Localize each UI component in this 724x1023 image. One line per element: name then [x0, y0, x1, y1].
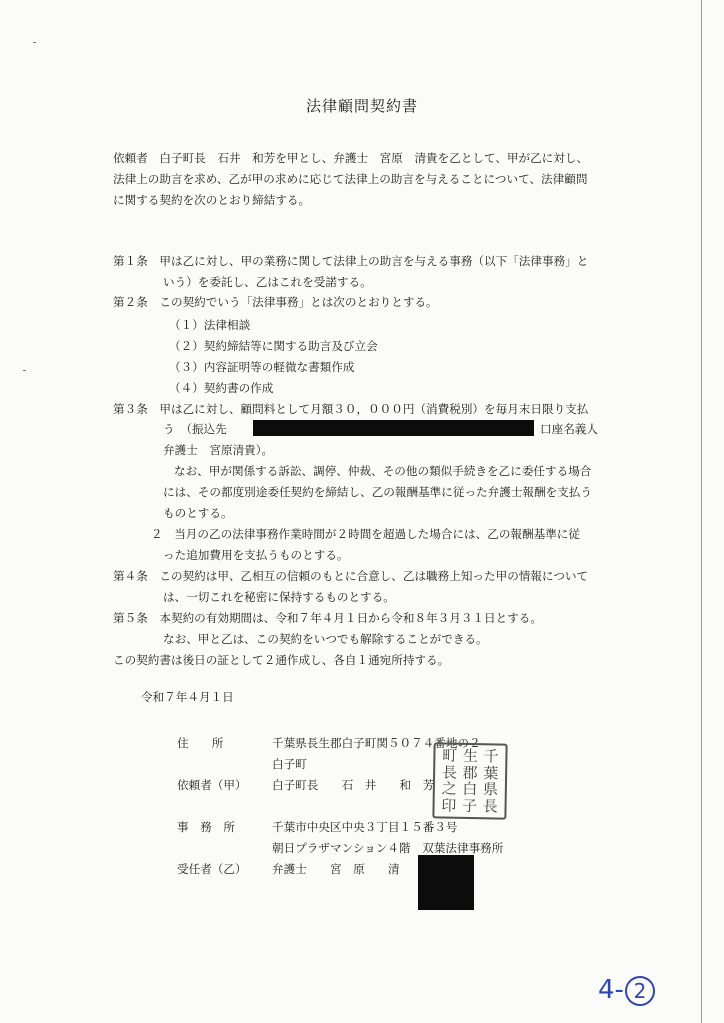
seal-char: 長 — [482, 796, 498, 815]
redacted-bank-account — [253, 420, 534, 436]
client-label: 依頼者（甲） — [177, 778, 247, 792]
address-line-2: 白子町 — [272, 757, 307, 771]
agent-label: 受任者（乙） — [177, 862, 247, 876]
page-edge-line — [701, 0, 702, 1023]
article-3-para-1-line-2: には、その都度別途委任契約を締結し、乙の報酬基準に従った弁護士報酬を支払う — [163, 485, 592, 499]
article-3-transfer-label: う （振込先 — [163, 422, 227, 436]
seal-char: 印 — [441, 796, 457, 815]
article-2-item-4: （４）契約書の作成 — [169, 381, 274, 395]
official-seal — [432, 742, 507, 819]
article-3-para-2-line-2: った追加費用を支払うものとする。 — [163, 548, 349, 562]
address-label: 住 所 — [177, 736, 224, 750]
article-3-para-1-line-3: ものとする。 — [163, 506, 233, 520]
article-3-line-1: 第３条 甲は乙に対し、顧問料として月額３０，０００円（消費税別）を毎月末日限り支払 — [113, 402, 589, 416]
client-name: 白子町長 石 井 和 芳 — [272, 778, 435, 792]
agent-name: 弁護士 宮 原 清 — [272, 862, 400, 876]
article-5-line-1: 第５条 本契約の有効期間は、令和７年４月１日から令和８年３月３１日とする。 — [113, 611, 542, 625]
seal-char: 白 — [462, 779, 478, 799]
preamble-line-3: に関する契約を次のとおり締結する。 — [113, 193, 311, 207]
article-4-line-1: 第４条 この契約は甲、乙相互の信頼のもとに合意し、乙は職務上知った甲の情報について — [113, 569, 589, 583]
article-3-account-holder-label: 口座名義人 — [540, 422, 598, 436]
margin-mark — [23, 370, 26, 371]
article-2-heading: 第２条 この契約でいう「法律事務」とは次のとおりとする。 — [113, 295, 438, 309]
office-name: 朝日プラザマンション４階 双葉法律事務所 — [272, 841, 504, 855]
office-label: 事 務 所 — [177, 820, 235, 834]
address-line-1: 千葉県長生郡白子町関５０７４番地の２ — [272, 736, 481, 750]
seal-char: 子 — [461, 796, 478, 815]
article-1-line-1: 第１条 甲は乙に対し、甲の業務に関して法律上の助言を与える事務（以下「法律事務」と — [113, 254, 589, 268]
article-4-line-2: は、一切これを秘密に保持するものとする。 — [163, 590, 395, 604]
seal-char: 千 — [483, 747, 499, 766]
article-1-line-2: いう）を委託し、乙はこれを受諾する。 — [163, 275, 372, 289]
margin-mark — [33, 42, 36, 43]
seal-char: 生 — [462, 746, 479, 766]
article-2-item-2: （２）契約締結等に関する助言及び立会 — [169, 339, 378, 353]
page-number-prefix: 4- — [598, 975, 624, 1005]
seal-char: 県 — [482, 780, 499, 799]
seal-char: 町 — [442, 746, 458, 765]
contract-date: 令和７年４月１日 — [141, 690, 234, 704]
article-3-para-2-line-1: ２ 当月の乙の法律事務作業時間が２時間を超過した場合には、乙の報酬基準に従 — [151, 527, 580, 541]
article-3-para-1-line-1: なお、甲が関係する訴訟、調停、仲裁、その他の類似手続きを乙に委任する場合 — [174, 464, 592, 478]
article-2-item-1: （１）法律相談 — [169, 318, 251, 332]
page-number-circled: 2 — [625, 976, 655, 1006]
closing-statement: この契約書は後日の証として２通作成し、各自１通宛所持する。 — [113, 653, 450, 667]
redacted-seal — [418, 855, 474, 910]
article-5-line-2: なお、甲と乙は、この契約をいつでも解除することができる。 — [163, 632, 488, 646]
article-2-item-3: （３）内容証明等の軽微な書類作成 — [169, 360, 355, 374]
preamble-line-1: 依頼者 白子町長 石井 和芳を甲とし、弁護士 宮原 清貴を乙として、甲が乙に対し、 — [113, 151, 589, 165]
seal-characters — [438, 747, 501, 814]
seal-char: 郡 — [462, 763, 478, 782]
article-3-line-3: 弁護士 宮原清貴）。 — [163, 443, 274, 457]
seal-char: 之 — [441, 779, 457, 798]
document-title: 法律顧問契約書 — [305, 97, 418, 115]
preamble-line-2: 法律上の助言を求め、乙が甲の求めに応じて法律上の助言を与えることについて、法律顧問 — [113, 172, 588, 186]
seal-char: 葉 — [483, 763, 499, 782]
page-number — [598, 975, 655, 1006]
office-address: 千葉市中央区中央３丁目１５番３号 — [272, 820, 458, 834]
seal-char: 長 — [441, 763, 458, 782]
